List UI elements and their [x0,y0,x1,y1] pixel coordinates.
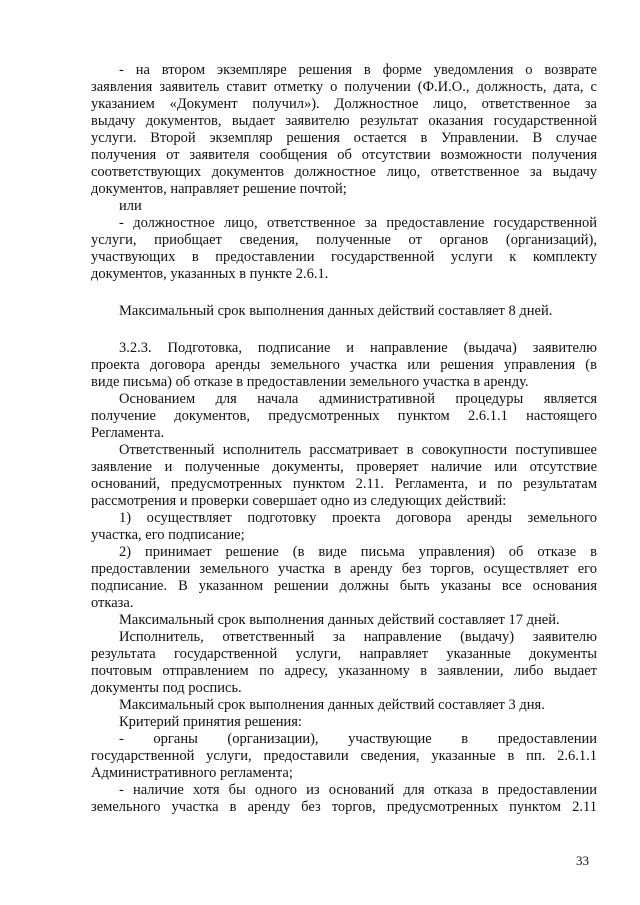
text-line: 2) принимает решение (в виде письма управления) об отказе в [119,544,597,560]
text-line: услуги. Второй экземпляр решения остается в Управлении. В случае [91,130,597,146]
text-line: Административного регламента; [91,765,293,781]
text-line: проекта договора аренды земельного участка или решения управления (в [91,357,597,373]
text-line: виде письма) об отказе в предоставлении земельного участка в аренду. [91,374,529,390]
text-line: предоставлении земельного участка в аренду без торгов, осуществляет его [91,561,597,577]
text-line: заявления заявитель ставит отметку о получении (Ф.И.О., должность, дата, с [91,79,597,95]
text-line: документы под роспись. [91,680,242,696]
text-line: участка, его подписание; [91,527,245,543]
text-line: заявление и полученные документы, проверяет наличие или отсутствие [91,459,597,475]
text-line: подписание. В указанном решении должны быть указаны все основания [91,578,597,594]
text-line: участвующих в предоставлении государственной услуги к комплекту [91,249,597,265]
text-line: результата государственной услуги, направляет указанные документы [91,646,597,662]
text-line: почтовым отправлением по адресу, указанному в заявлении, либо выдает [91,663,597,679]
text-line: отказа. [91,595,134,611]
text-line: получение документов, предусмотренных пунктом 2.6.1.1 настоящего [91,408,597,424]
text-line: документов, направляет решение почтой; [91,181,347,197]
text-line: Максимальный срок выполнения данных действий составляет 3 дня. [119,697,545,713]
text-line: Ответственный исполнитель рассматривает в совокупности поступившее [119,442,597,458]
text-line: Максимальный срок выполнения данных действий составляет 8 дней. [119,303,553,319]
text-line: Максимальный срок выполнения данных действий составляет 17 дней. [119,612,560,628]
text-line: государственной услуги, предоставили сведения, указанные в пп. 2.6.1.1 [91,748,597,764]
text-line: выдачу документов, выдает заявителю результат оказания государственной [91,113,597,129]
text-line: - органы (организации), участвующие в предоставлении [119,731,597,747]
text-line: - на втором экземпляре решения в форме уведомления о возврате [119,62,597,78]
text-line: земельного участка в аренду без торгов, предусмотренных пунктом 2.11 [91,799,597,815]
text-line: 3.2.3. Подготовка, подписание и направление (выдача) заявителю [119,340,597,356]
text-line: получения от заявителя сообщения об отсутствии возможности получения [91,147,597,163]
text-line: - наличие хотя бы одного из оснований для отказа в предоставлении [119,782,597,798]
text-line: соответствующих документов должностное лицо, ответственное за выдачу [91,164,597,180]
text-line: Регламента. [91,425,165,441]
text-line: - должностное лицо, ответственное за предоставление государственной [119,215,597,231]
text-line: Критерий принятия решения: [119,714,302,730]
text-line: документов, указанных в пункте 2.6.1. [91,266,329,282]
text-line: 1) осуществляет подготовку проекта договора аренды земельного [119,510,597,526]
text-line: указанием «Документ получил»). Должностное лицо, ответственное за [91,96,597,112]
text-line: рассмотрения и проверки совершает одно из следующих действий: [91,493,507,509]
text-line: услуги, приобщает сведения, полученные от органов (организаций), [91,232,597,248]
text-line: Исполнитель, ответственный за направление (выдачу) заявителю [119,629,597,645]
page-number: 33 [576,853,589,868]
text-line: оснований, предусмотренных пунктом 2.11. Регламента, и по результатам [91,476,597,492]
text-line: Основанием для начала административной процедуры является [119,391,597,407]
text-line: или [119,198,142,214]
